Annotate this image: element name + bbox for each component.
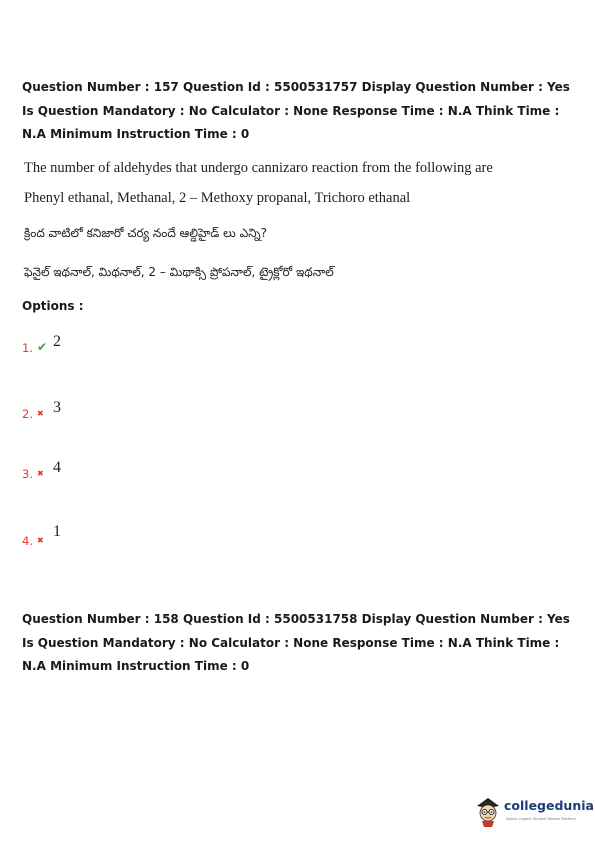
- option-value: 1: [53, 523, 61, 540]
- cross-icon: ✖: [37, 409, 44, 418]
- question-compounds-telugu: ఫెనైల్ ఇథనాల్, మిథనాల్, 2 – మిథాక్సి ప్రోపనాల్, ట్రైక్లోరో ఇథనాల్: [24, 265, 334, 279]
- brand-tagline: India's Largest Student Review Platform: [506, 817, 576, 821]
- option-number: 3.: [22, 467, 33, 481]
- cross-icon: ✖: [37, 536, 44, 545]
- brand-name: collegedunia: [504, 798, 594, 813]
- question-text-telugu: క్రింద వాటిలో కనిజారో చర్య నందే ఆల్డిహైడ్ లు ఎన్ని?: [24, 226, 268, 240]
- question-157-header: Question Number : 157 Question Id : 5500531757 Display Question Number : Yes Is Question Mandatory : No Calculator : None Response Time : N.A Think Time : N.A Minimum Instruction Time : 0: [22, 80, 570, 141]
- student-mascot-icon: [473, 793, 503, 829]
- options-label: Options :: [22, 299, 84, 313]
- question-157-body: [24, 160, 564, 290]
- collegedunia-logo: [473, 793, 593, 833]
- option-number: 1.: [22, 341, 33, 355]
- option-number: 2.: [22, 407, 33, 421]
- question-text-english: The number of aldehydes that undergo cannizaro reaction from the following are: [24, 160, 493, 176]
- question-compounds-english: Phenyl ethanal, Methanal, 2 – Methoxy propanal, Trichoro ethanal: [24, 190, 411, 206]
- option-value: 3: [53, 399, 61, 416]
- option-value: 2: [53, 333, 61, 350]
- cross-icon: ✖: [37, 469, 44, 478]
- option-number: 4.: [22, 534, 33, 548]
- option-value: 4: [53, 459, 61, 476]
- check-icon: ✔: [37, 340, 48, 354]
- question-158-header: Question Number : 158 Question Id : 5500531758 Display Question Number : Yes Is Question Mandatory : No Calculator : None Response Time : N.A Think Time : N.A Minimum Instruction Time : 0: [22, 612, 570, 673]
